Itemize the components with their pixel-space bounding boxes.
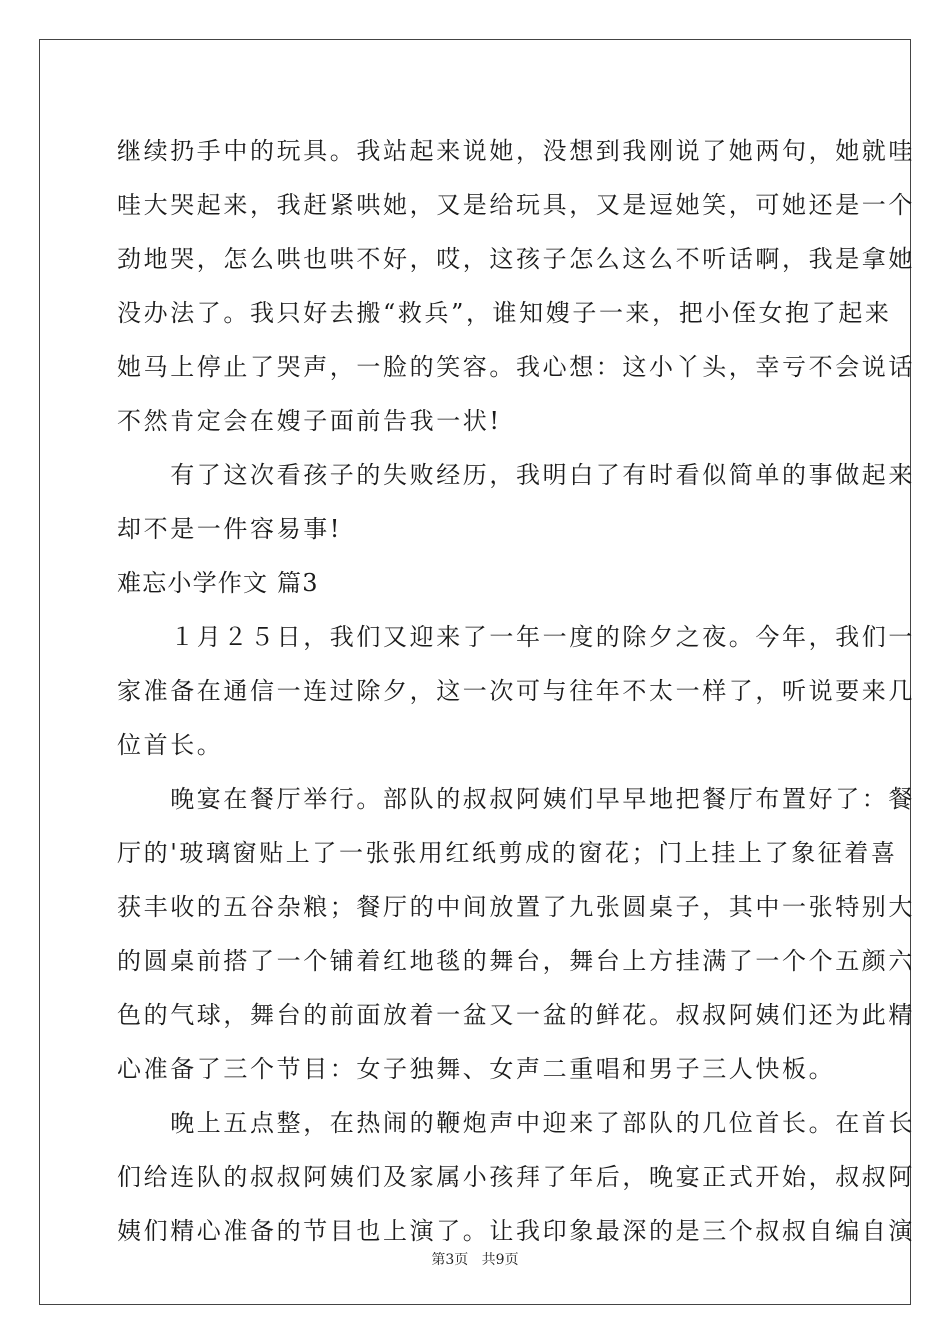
text-line: 继续扔手中的玩具。我站起来说她，没想到我刚说了她两句，她就哇 xyxy=(117,137,915,165)
document-body xyxy=(117,128,915,1262)
text-line: 不然肯定会在嫂子面前告我一状! xyxy=(117,407,502,435)
text-line: 们给连队的叔叔阿姨们及家属小孩拜了年后，晚宴正式开始，叔叔阿 xyxy=(117,1163,915,1191)
text-line: 晚宴在餐厅举行。部队的叔叔阿姨们早早地把餐厅布置好了：餐 xyxy=(117,785,915,813)
text-line: 心准备了三个节目：女子独舞、女声二重唱和男子三人快板。 xyxy=(117,1055,836,1083)
page-footer xyxy=(0,1249,950,1269)
text-line: 姨们精心准备的节目也上演了。让我印象最深的是三个叔叔自编自演 xyxy=(117,1217,915,1245)
text-line: 位首长。 xyxy=(117,731,224,759)
text-line: 她马上停止了哭声，一脸的笑容。我心想：这小丫头，幸亏不会说话 xyxy=(117,353,915,381)
text-line: １月２５日，我们又迎来了一年一度的除夕之夜。今年，我们一 xyxy=(117,623,915,651)
text-line: 却不是一件容易事! xyxy=(117,515,343,543)
text-line: 厅的'玻璃窗贴上了一张张用红纸剪成的窗花；门上挂上了象征着喜 xyxy=(117,839,898,867)
text-line: 家准备在通信一连过除夕，这一次可与往年不太一样了，听说要来几 xyxy=(117,677,915,705)
text-line: 获丰收的五谷杂粮；餐厅的中间放置了九张圆桌子，其中一张特别大 xyxy=(117,893,915,921)
section-heading: 难忘小学作文 篇3 xyxy=(117,569,319,597)
page-total: 共9页 xyxy=(481,1252,519,1268)
page-number: 第3页 xyxy=(431,1252,469,1268)
text-line: 没办法了。我只好去搬“救兵”，谁知嫂子一来，把小侄女抱了起来 xyxy=(117,299,892,327)
text-line: 有了这次看孩子的失败经历，我明白了有时看似简单的事做起来 xyxy=(117,461,915,489)
text-line: 的圆桌前搭了一个铺着红地毯的舞台，舞台上方挂满了一个个五颜六 xyxy=(117,947,915,975)
text-line: 色的气球，舞台的前面放着一盆又一盆的鲜花。叔叔阿姨们还为此精 xyxy=(117,1001,915,1029)
text-line: 劲地哭，怎么哄也哄不好，哎，这孩子怎么这么不听话啊，我是拿她 xyxy=(117,245,915,273)
text-line: 晚上五点整，在热闹的鞭炮声中迎来了部队的几位首长。在首长 xyxy=(117,1109,915,1137)
text-line: 哇大哭起来，我赶紧哄她，又是给玩具，又是逗她笑，可她还是一个 xyxy=(117,191,915,219)
